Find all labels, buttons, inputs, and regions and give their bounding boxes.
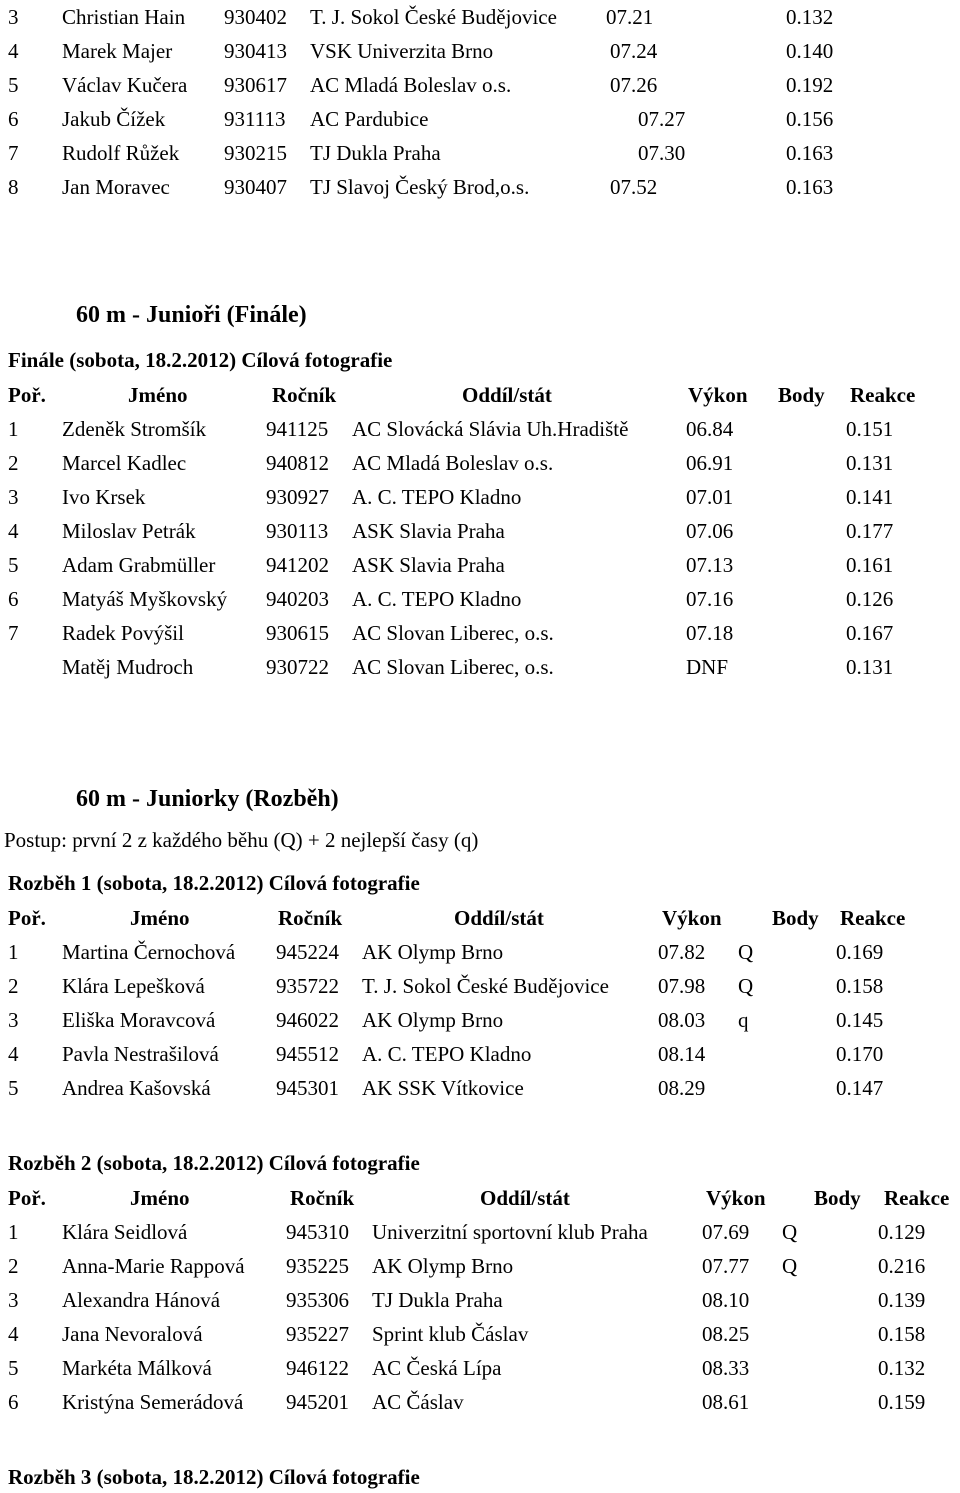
header-name: Jméno [130, 906, 190, 930]
cell-club: A. C. TEPO Kladno [362, 1042, 532, 1066]
cell-name: Miloslav Petrák [62, 519, 196, 543]
cell-reaction: 0.145 [836, 1008, 884, 1032]
cell-club: AC Slovan Liberec, o.s. [352, 655, 554, 679]
cell-year: 930113 [266, 519, 329, 543]
cell-year: 940812 [266, 451, 329, 475]
cell-name: Jana Nevoralová [62, 1322, 203, 1346]
cell-perf: 07.21 [606, 5, 654, 29]
cell-year: 940203 [266, 587, 329, 611]
header-points: Body [814, 1186, 861, 1210]
cell-year: 930413 [224, 39, 287, 63]
cell-perf: 08.29 [658, 1076, 706, 1100]
cell-year: 945201 [286, 1390, 349, 1414]
section-title: 60 m - Junioři (Finále) [76, 302, 307, 328]
cell-name: Zdeněk Stromšík [62, 417, 207, 441]
cell-pos: 3 [8, 485, 19, 509]
cell-pos: 4 [8, 39, 19, 63]
cell-perf: DNF [686, 655, 729, 679]
cell-year: 941202 [266, 553, 329, 577]
cell-qualification: Q [782, 1220, 798, 1244]
cell-perf: 06.91 [686, 451, 734, 475]
cell-year: 935306 [286, 1288, 349, 1312]
cell-perf: 07.77 [702, 1254, 750, 1278]
header-year: Ročník [290, 1186, 355, 1210]
cell-pos: 7 [8, 141, 19, 165]
header-reaction: Reakce [840, 906, 906, 930]
cell-qualification: q [738, 1008, 749, 1032]
cell-club: TJ Dukla Praha [310, 141, 441, 165]
cell-reaction: 0.163 [786, 175, 834, 199]
cell-club: TJ Slavoj Český Brod,o.s. [310, 175, 530, 199]
cell-club: AK Olymp Brno [372, 1254, 514, 1278]
cell-club: A. C. TEPO Kladno [352, 587, 522, 611]
cell-year: 930617 [224, 73, 287, 97]
cell-club: Sprint klub Čáslav [372, 1322, 529, 1346]
header-perf: Výkon [662, 906, 722, 930]
cell-name: Markéta Málková [62, 1356, 212, 1380]
cell-club: AK SSK Vítkovice [362, 1076, 524, 1100]
cell-name: Rudolf Růžek [62, 141, 180, 165]
cell-reaction: 0.131 [846, 451, 894, 475]
cell-pos: 7 [8, 621, 19, 645]
cell-reaction: 0.177 [846, 519, 894, 543]
cell-pos: 5 [8, 1356, 19, 1380]
cell-perf: 08.25 [702, 1322, 750, 1346]
cell-year: 935225 [286, 1254, 349, 1278]
cell-reaction: 0.132 [878, 1356, 926, 1380]
cell-pos: 5 [8, 553, 19, 577]
cell-name: Radek Povýšil [62, 621, 184, 645]
header-points: Body [778, 383, 825, 407]
cell-reaction: 0.147 [836, 1076, 884, 1100]
cell-year: 945224 [276, 940, 339, 964]
header-pos: Poř. [8, 906, 46, 930]
header-reaction: Reakce [850, 383, 916, 407]
cell-pos: 1 [8, 940, 19, 964]
cell-name: Jan Moravec [62, 175, 170, 199]
cell-perf: 07.26 [610, 73, 658, 97]
cell-perf: 08.10 [702, 1288, 750, 1312]
header-pos: Poř. [8, 383, 46, 407]
cell-club: AK Olymp Brno [362, 1008, 504, 1032]
cell-year: 930722 [266, 655, 329, 679]
cell-reaction: 0.132 [786, 5, 834, 29]
header-perf: Výkon [688, 383, 748, 407]
cell-name: Alexandra Hánová [62, 1288, 221, 1312]
cell-name: Marek Majer [62, 39, 173, 63]
cell-name: Ivo Krsek [62, 485, 146, 509]
header-perf: Výkon [706, 1186, 766, 1210]
header-year: Ročník [278, 906, 343, 930]
cell-name: Klára Lepešková [62, 974, 205, 998]
cell-name: Adam Grabmüller [62, 553, 216, 577]
cell-pos: 5 [8, 1076, 19, 1100]
cell-club: AK Olymp Brno [362, 940, 504, 964]
cell-perf: 08.03 [658, 1008, 706, 1032]
heat-title: Rozběh 1 (sobota, 18.2.2012) Cílová fotografie [8, 871, 420, 895]
cell-name: Marcel Kadlec [62, 451, 187, 475]
cell-club: AC Mladá Boleslav o.s. [352, 451, 554, 475]
cell-pos: 2 [8, 974, 19, 998]
cell-club: A. C. TEPO Kladno [352, 485, 522, 509]
cell-perf: 08.33 [702, 1356, 750, 1380]
cell-reaction: 0.163 [786, 141, 834, 165]
cell-reaction: 0.167 [846, 621, 894, 645]
cell-perf: 08.61 [702, 1390, 750, 1414]
cell-reaction: 0.129 [878, 1220, 926, 1244]
cell-year: 945310 [286, 1220, 349, 1244]
cell-club: AC Slovan Liberec, o.s. [352, 621, 554, 645]
cell-reaction: 0.169 [836, 940, 884, 964]
cell-pos: 5 [8, 73, 19, 97]
cell-year: 946122 [286, 1356, 349, 1380]
cell-club: Univerzitní sportovní klub Praha [372, 1220, 648, 1244]
cell-reaction: 0.192 [786, 73, 834, 97]
cell-name: Klára Seidlová [62, 1220, 188, 1244]
cell-perf: 06.84 [686, 417, 734, 441]
cell-name: Eliška Moravcová [62, 1008, 216, 1032]
cell-reaction: 0.126 [846, 587, 894, 611]
cell-reaction: 0.158 [878, 1322, 926, 1346]
cell-club: ASK Slavia Praha [352, 519, 505, 543]
cell-perf: 07.82 [658, 940, 706, 964]
cell-year: 945301 [276, 1076, 339, 1100]
cell-club: T. J. Sokol České Budějovice [310, 5, 557, 29]
cell-pos: 2 [8, 1254, 19, 1278]
section-subtitle: Postup: první 2 z každého běhu (Q) + 2 nejlepší časy (q) [4, 828, 479, 852]
cell-reaction: 0.170 [836, 1042, 884, 1066]
cell-club: AC Pardubice [310, 107, 429, 131]
cell-pos: 3 [8, 1288, 19, 1312]
cell-club: VSK Univerzita Brno [310, 39, 494, 63]
cell-club: AC Čáslav [372, 1390, 464, 1414]
cell-reaction: 0.140 [786, 39, 834, 63]
cell-perf: 07.06 [686, 519, 734, 543]
header-name: Jméno [130, 1186, 190, 1210]
cell-reaction: 0.156 [786, 107, 834, 131]
cell-pos: 4 [8, 1322, 19, 1346]
cell-pos: 3 [8, 1008, 19, 1032]
cell-reaction: 0.159 [878, 1390, 926, 1414]
heat-title: Finále (sobota, 18.2.2012) Cílová fotografie [8, 348, 393, 372]
header-name: Jméno [128, 383, 188, 407]
cell-pos: 6 [8, 1390, 19, 1414]
cell-reaction: 0.216 [878, 1254, 926, 1278]
cell-club: T. J. Sokol České Budějovice [362, 974, 609, 998]
cell-reaction: 0.141 [846, 485, 894, 509]
cell-qualification: Q [738, 940, 754, 964]
cell-name: Matyáš Myškovský [62, 587, 228, 611]
cell-perf: 07.24 [610, 39, 658, 63]
cell-pos: 6 [8, 107, 19, 131]
cell-name: Kristýna Semerádová [62, 1390, 244, 1414]
cell-year: 930402 [224, 5, 287, 29]
header-club: Oddíl/stát [480, 1186, 570, 1210]
cell-name: Matěj Mudroch [62, 655, 194, 679]
cell-club: AC Mladá Boleslav o.s. [310, 73, 512, 97]
cell-perf: 07.16 [686, 587, 734, 611]
cell-pos: 8 [8, 175, 19, 199]
cell-pos: 2 [8, 451, 19, 475]
cell-name: Václav Kučera [62, 73, 188, 97]
cell-club: AC Slovácká Slávia Uh.Hradiště [352, 417, 629, 441]
header-year: Ročník [272, 383, 337, 407]
header-club: Oddíl/stát [462, 383, 552, 407]
cell-year: 945512 [276, 1042, 339, 1066]
cell-qualification: Q [738, 974, 754, 998]
cell-perf: 07.18 [686, 621, 734, 645]
cell-perf: 07.13 [686, 553, 734, 577]
cell-pos: 4 [8, 1042, 19, 1066]
cell-pos: 3 [8, 5, 19, 29]
cell-perf: 07.30 [638, 141, 686, 165]
cell-year: 931113 [224, 107, 286, 131]
cell-reaction: 0.151 [846, 417, 894, 441]
cell-year: 935227 [286, 1322, 349, 1346]
cell-club: AC Česká Lípa [372, 1356, 502, 1380]
heat-title: Rozběh 3 (sobota, 18.2.2012) Cílová fotografie [8, 1465, 420, 1489]
header-points: Body [772, 906, 819, 930]
heat-title: Rozběh 2 (sobota, 18.2.2012) Cílová fotografie [8, 1151, 420, 1175]
cell-perf: 07.69 [702, 1220, 750, 1244]
cell-perf: 07.98 [658, 974, 706, 998]
cell-pos: 6 [8, 587, 19, 611]
cell-pos: 1 [8, 417, 19, 441]
cell-name: Andrea Kašovská [62, 1076, 211, 1100]
header-pos: Poř. [8, 1186, 46, 1210]
cell-qualification: Q [782, 1254, 798, 1278]
header-club: Oddíl/stát [454, 906, 544, 930]
section-title: 60 m - Juniorky (Rozběh) [76, 786, 339, 812]
cell-year: 930407 [224, 175, 287, 199]
cell-perf: 07.27 [638, 107, 686, 131]
cell-year: 930215 [224, 141, 287, 165]
cell-pos: 4 [8, 519, 19, 543]
cell-year: 935722 [276, 974, 339, 998]
cell-reaction: 0.139 [878, 1288, 926, 1312]
cell-name: Anna-Marie Rappová [62, 1254, 245, 1278]
cell-year: 941125 [266, 417, 329, 441]
cell-reaction: 0.161 [846, 553, 894, 577]
cell-reaction: 0.131 [846, 655, 894, 679]
cell-perf: 07.52 [610, 175, 658, 199]
cell-year: 930615 [266, 621, 329, 645]
cell-name: Martina Černochová [62, 940, 236, 964]
header-reaction: Reakce [884, 1186, 950, 1210]
cell-pos: 1 [8, 1220, 19, 1244]
cell-name: Christian Hain [62, 5, 186, 29]
cell-perf: 07.01 [686, 485, 734, 509]
cell-year: 930927 [266, 485, 329, 509]
cell-year: 946022 [276, 1008, 339, 1032]
cell-name: Pavla Nestrašilová [62, 1042, 219, 1066]
cell-club: ASK Slavia Praha [352, 553, 505, 577]
cell-perf: 08.14 [658, 1042, 706, 1066]
cell-club: TJ Dukla Praha [372, 1288, 503, 1312]
cell-reaction: 0.158 [836, 974, 884, 998]
cell-name: Jakub Čížek [62, 107, 166, 131]
